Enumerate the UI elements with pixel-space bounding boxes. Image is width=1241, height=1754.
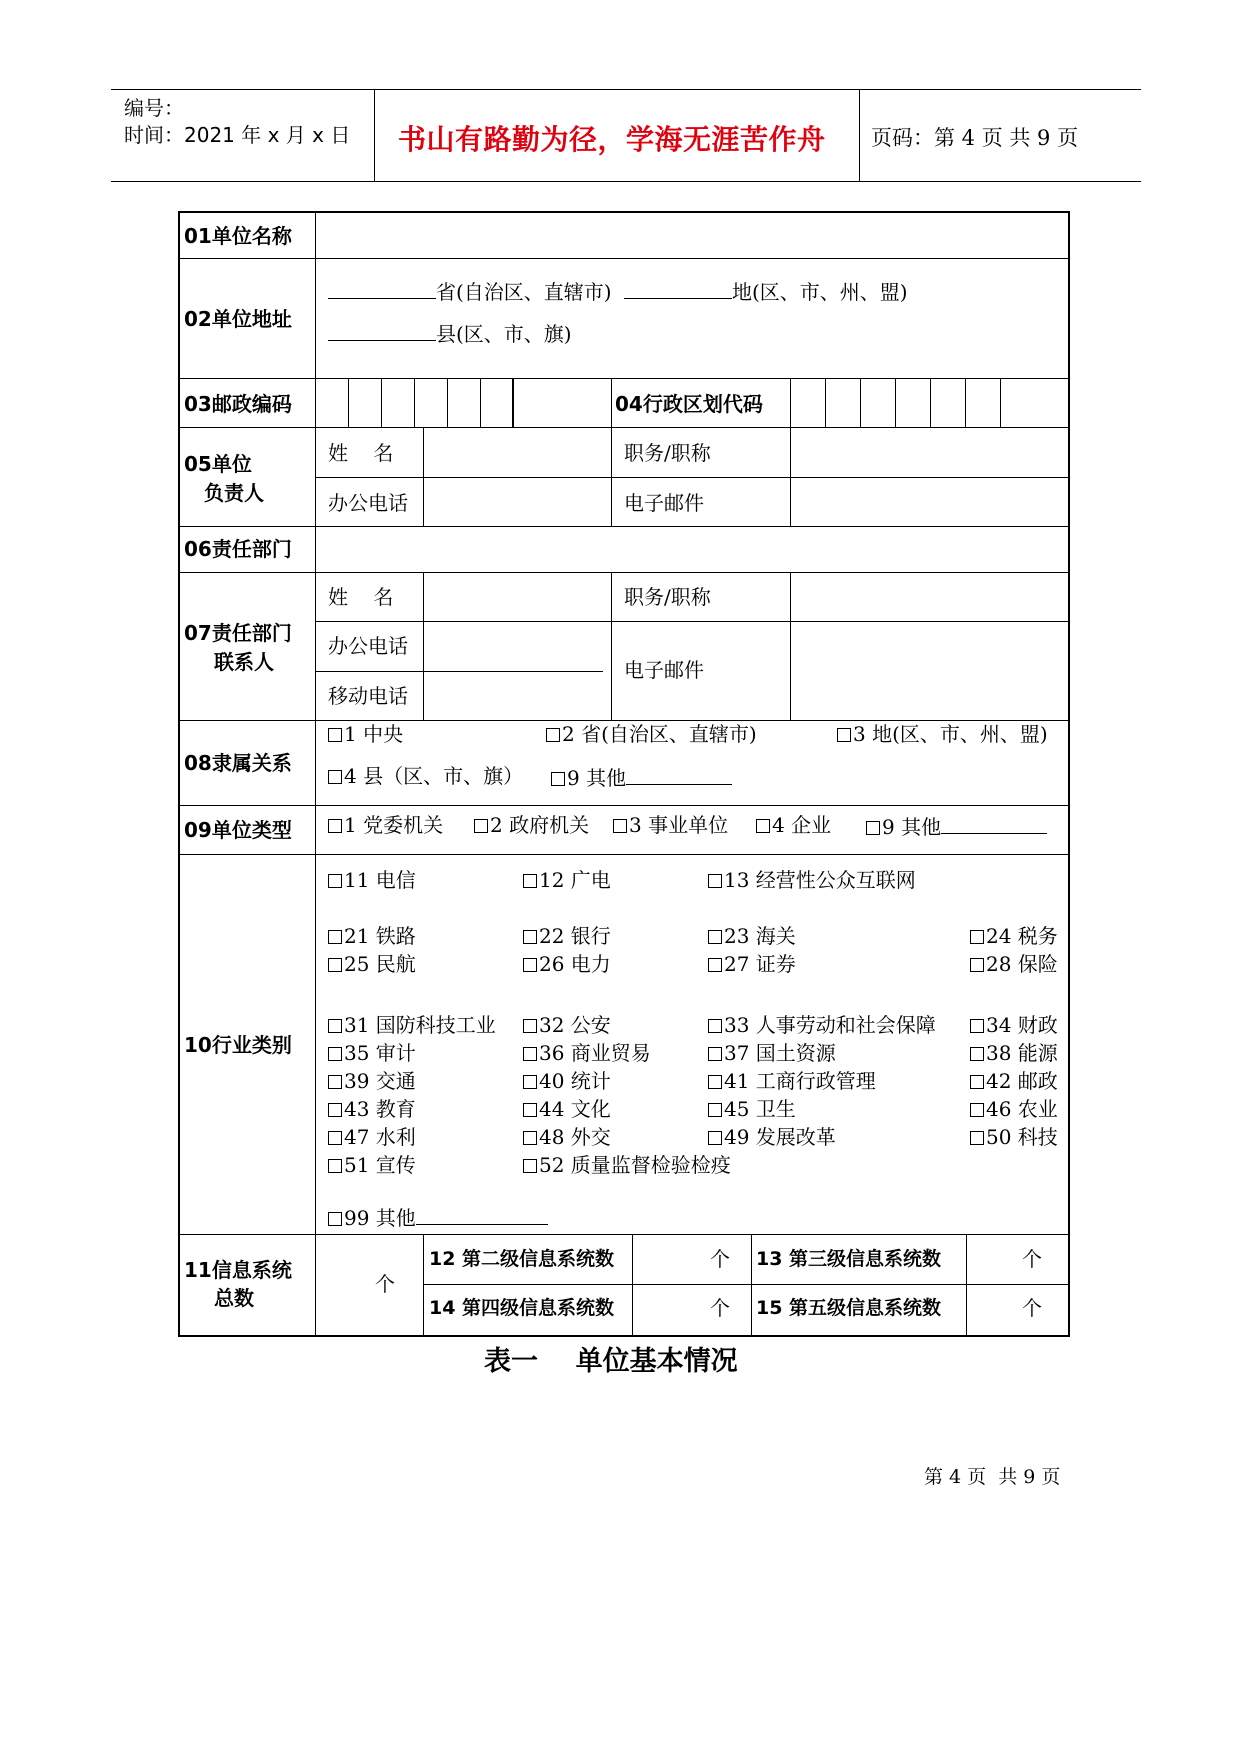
checkbox[interactable] xyxy=(970,958,984,972)
checkbox[interactable] xyxy=(328,1131,342,1145)
industry-option-27[interactable]: 27 证券 xyxy=(708,952,796,976)
unit-name-field[interactable] xyxy=(317,213,1068,257)
checkbox[interactable] xyxy=(328,874,342,888)
level5-systems-field[interactable] xyxy=(968,1285,1068,1335)
province-field[interactable] xyxy=(328,278,436,299)
checkbox[interactable] xyxy=(523,1131,537,1145)
checkbox[interactable] xyxy=(970,1131,984,1145)
checkbox[interactable] xyxy=(551,772,565,786)
checkbox[interactable] xyxy=(523,874,537,888)
checkbox[interactable] xyxy=(523,1075,537,1089)
header-bottom-rule xyxy=(111,181,1141,182)
checkbox[interactable] xyxy=(708,1047,722,1061)
header-divider xyxy=(374,89,375,181)
industry-option-46[interactable]: 46 农业 xyxy=(970,1097,1058,1121)
header-top-rule xyxy=(111,89,1141,90)
checkbox[interactable] xyxy=(474,819,488,833)
checkbox[interactable] xyxy=(523,1103,537,1117)
affiliation-province[interactable]: 2 省(自治区、直辖市) xyxy=(546,722,757,746)
checkbox[interactable] xyxy=(328,958,342,972)
checkbox[interactable] xyxy=(970,930,984,944)
industry-other-field[interactable] xyxy=(416,1204,548,1225)
industry-option-26[interactable]: 26 电力 xyxy=(523,952,611,976)
industry-option-52[interactable]: 52 质量监督检验检疫 xyxy=(523,1153,731,1177)
level3-systems-field[interactable] xyxy=(968,1235,1068,1283)
industry-label: 10行业类别 xyxy=(184,1033,292,1057)
type-other-field[interactable] xyxy=(941,813,1047,834)
industry-option-45[interactable]: 45 卫生 xyxy=(708,1097,796,1121)
type-government[interactable]: 2 政府机关 xyxy=(474,813,589,837)
admin-division-code-field[interactable] xyxy=(792,379,1068,426)
head-office-phone-field[interactable] xyxy=(425,478,610,525)
industry-option-12[interactable]: 12 广电 xyxy=(523,868,611,892)
industry-option-99[interactable]: 99 其他 xyxy=(328,1204,548,1230)
unit-type-label: 09单位类型 xyxy=(184,818,292,842)
contact-mobile-label: 移动电话 xyxy=(328,684,408,708)
page-info: 页码：第 4 页 共 9 页 xyxy=(871,126,1079,150)
unit-address-label: 02单位地址 xyxy=(184,307,292,331)
level4-systems-label: 14 第四级信息系统数 xyxy=(429,1297,615,1319)
total-systems-field[interactable] xyxy=(317,1235,422,1335)
checkbox[interactable] xyxy=(708,958,722,972)
serial-number-label: 编号： xyxy=(124,96,184,120)
contact-email-field[interactable] xyxy=(792,622,1068,719)
industry-option-37[interactable]: 37 国土资源 xyxy=(708,1041,836,1065)
industry-option-48[interactable]: 48 外交 xyxy=(523,1125,611,1149)
industry-option-44[interactable]: 44 文化 xyxy=(523,1097,611,1121)
page-footer: 第 4 页 共 9 页 xyxy=(924,1466,1061,1488)
type-party-committee[interactable]: 1 党委机关 xyxy=(328,813,443,837)
checkbox[interactable] xyxy=(328,728,342,742)
prefecture-field[interactable] xyxy=(624,278,732,299)
level2-systems-label: 12 第二级信息系统数 xyxy=(429,1248,615,1270)
type-enterprise[interactable]: 4 企业 xyxy=(756,813,831,837)
unit-name-label: 01单位名称 xyxy=(184,224,292,248)
industry-option-47[interactable]: 47 水利 xyxy=(328,1125,416,1149)
postcode-label: 03邮政编码 xyxy=(184,392,292,416)
level4-systems-field[interactable] xyxy=(634,1285,750,1335)
checkbox[interactable] xyxy=(328,1212,342,1226)
checkbox[interactable] xyxy=(328,819,342,833)
level5-systems-label: 15 第五级信息系统数 xyxy=(756,1297,942,1319)
checkbox[interactable] xyxy=(328,1159,342,1173)
checkbox[interactable] xyxy=(708,1131,722,1145)
industry-option-49[interactable]: 49 发展改革 xyxy=(708,1125,836,1149)
industry-option-33[interactable]: 33 人事劳动和社会保障 xyxy=(708,1013,936,1037)
checkbox[interactable] xyxy=(328,930,342,944)
type-institution[interactable]: 3 事业单位 xyxy=(613,813,728,837)
checkbox[interactable] xyxy=(613,819,627,833)
dept-contact-label-line2: 联系人 xyxy=(214,650,274,674)
head-title-label: 职务/职称 xyxy=(624,441,711,465)
industry-option-40[interactable]: 40 统计 xyxy=(523,1069,611,1093)
industry-option-43[interactable]: 43 教育 xyxy=(328,1097,416,1121)
head-name-field[interactable] xyxy=(425,428,610,476)
industry-option-42[interactable]: 42 邮政 xyxy=(970,1069,1058,1093)
unit-head-label-line1: 05单位 xyxy=(184,452,252,476)
county-label: 县(区、市、旗) xyxy=(436,322,572,346)
checkbox[interactable] xyxy=(523,1159,537,1173)
affiliation-prefecture[interactable]: 3 地(区、市、州、盟) xyxy=(837,722,1048,746)
industry-option-13[interactable]: 13 经营性公众互联网 xyxy=(708,868,916,892)
industry-option-41[interactable]: 41 工商行政管理 xyxy=(708,1069,876,1093)
level4-unit: 个 xyxy=(710,1296,730,1320)
checkbox[interactable] xyxy=(866,821,880,835)
contact-office-phone-label: 办公电话 xyxy=(328,634,408,658)
type-other[interactable]: 9 其他 xyxy=(866,813,1047,839)
unit-basic-info-table xyxy=(178,211,1070,1337)
industry-option-51[interactable]: 51 宣传 xyxy=(328,1153,416,1177)
industry-option-50[interactable]: 50 科技 xyxy=(970,1125,1058,1149)
checkbox[interactable] xyxy=(708,1075,722,1089)
industry-option-21[interactable]: 21 铁路 xyxy=(328,924,416,948)
checkbox[interactable] xyxy=(837,728,851,742)
checkbox[interactable] xyxy=(546,728,560,742)
checkbox[interactable] xyxy=(328,1103,342,1117)
table-caption: 表一 单位基本情况 xyxy=(484,1346,738,1377)
province-label: 省(自治区、直辖市) xyxy=(436,280,612,304)
checkbox[interactable] xyxy=(328,770,342,784)
checkbox[interactable] xyxy=(970,1047,984,1061)
checkbox[interactable] xyxy=(970,1103,984,1117)
industry-option-11[interactable]: 11 电信 xyxy=(328,868,416,892)
industry-option-23[interactable]: 23 海关 xyxy=(708,924,796,948)
industry-option-38[interactable]: 38 能源 xyxy=(970,1041,1058,1065)
admin-division-code-label: 04行政区划代码 xyxy=(615,392,763,416)
industry-option-32[interactable]: 32 公安 xyxy=(523,1013,611,1037)
industry-option-36[interactable]: 36 商业贸易 xyxy=(523,1041,651,1065)
contact-office-phone-field[interactable] xyxy=(425,622,610,670)
header-divider xyxy=(859,89,860,181)
industry-option-28[interactable]: 28 保险 xyxy=(970,952,1058,976)
affiliation-county[interactable]: 4 县（区、市、旗） xyxy=(328,764,523,788)
head-email-label: 电子邮件 xyxy=(624,491,704,515)
checkbox[interactable] xyxy=(756,819,770,833)
checkbox[interactable] xyxy=(328,1019,342,1033)
contact-name-field[interactable] xyxy=(425,573,610,620)
head-name-label: 姓 名 xyxy=(328,441,394,465)
checkbox[interactable] xyxy=(708,1103,722,1117)
contact-email-label: 电子邮件 xyxy=(624,658,704,682)
responsible-dept-label: 06责任部门 xyxy=(184,537,292,561)
level2-systems-field[interactable] xyxy=(634,1235,750,1283)
industry-option-25[interactable]: 25 民航 xyxy=(328,952,416,976)
industry-option-34[interactable]: 34 财政 xyxy=(970,1013,1058,1037)
checkbox[interactable] xyxy=(708,1019,722,1033)
checkbox[interactable] xyxy=(523,958,537,972)
checkbox[interactable] xyxy=(970,1019,984,1033)
industry-option-24[interactable]: 24 税务 xyxy=(970,924,1058,948)
checkbox[interactable] xyxy=(970,1075,984,1089)
checkbox[interactable] xyxy=(708,930,722,944)
head-email-field[interactable] xyxy=(792,478,1068,525)
level2-unit: 个 xyxy=(710,1247,730,1271)
affiliation-central[interactable]: 1 中央 xyxy=(328,722,403,746)
county-field[interactable] xyxy=(328,320,436,341)
dept-contact-label-line1: 07责任部门 xyxy=(184,621,292,645)
level5-unit: 个 xyxy=(1022,1296,1042,1320)
affiliation-label: 08隶属关系 xyxy=(184,751,292,775)
contact-name-label: 姓 名 xyxy=(328,585,394,609)
level3-unit: 个 xyxy=(1022,1247,1042,1271)
checkbox[interactable] xyxy=(328,1075,342,1089)
checkbox[interactable] xyxy=(523,1047,537,1061)
contact-mobile-field[interactable] xyxy=(425,672,610,719)
industry-option-39[interactable]: 39 交通 xyxy=(328,1069,416,1093)
affiliation-other[interactable]: 9 其他 xyxy=(551,764,732,790)
prefecture-label: 地(区、市、州、盟) xyxy=(731,280,908,304)
total-systems-unit: 个 xyxy=(375,1272,395,1296)
date-label: 时间：2021 年 x 月 x 日 xyxy=(124,123,351,147)
unit-head-label-line2: 负责人 xyxy=(204,481,264,505)
postcode-field[interactable] xyxy=(317,379,511,426)
checkbox[interactable] xyxy=(328,1047,342,1061)
industry-option-35[interactable]: 35 审计 xyxy=(328,1041,416,1065)
checkbox[interactable] xyxy=(708,874,722,888)
head-title-field[interactable] xyxy=(792,428,1068,476)
affiliation-other-field[interactable] xyxy=(626,764,732,785)
industry-option-31[interactable]: 31 国防科技工业 xyxy=(328,1013,496,1037)
contact-title-label: 职务/职称 xyxy=(624,585,711,609)
motto: 书山有路勤为径，学海无涯苦作舟 xyxy=(398,123,826,156)
head-office-phone-label: 办公电话 xyxy=(328,491,408,515)
total-systems-label-line2: 总数 xyxy=(214,1286,254,1310)
contact-title-field[interactable] xyxy=(792,573,1068,620)
checkbox[interactable] xyxy=(523,1019,537,1033)
responsible-dept-field[interactable] xyxy=(317,527,1068,571)
total-systems-label-line1: 11信息系统 xyxy=(184,1258,292,1282)
industry-option-22[interactable]: 22 银行 xyxy=(523,924,611,948)
checkbox[interactable] xyxy=(523,930,537,944)
level3-systems-label: 13 第三级信息系统数 xyxy=(756,1248,942,1270)
